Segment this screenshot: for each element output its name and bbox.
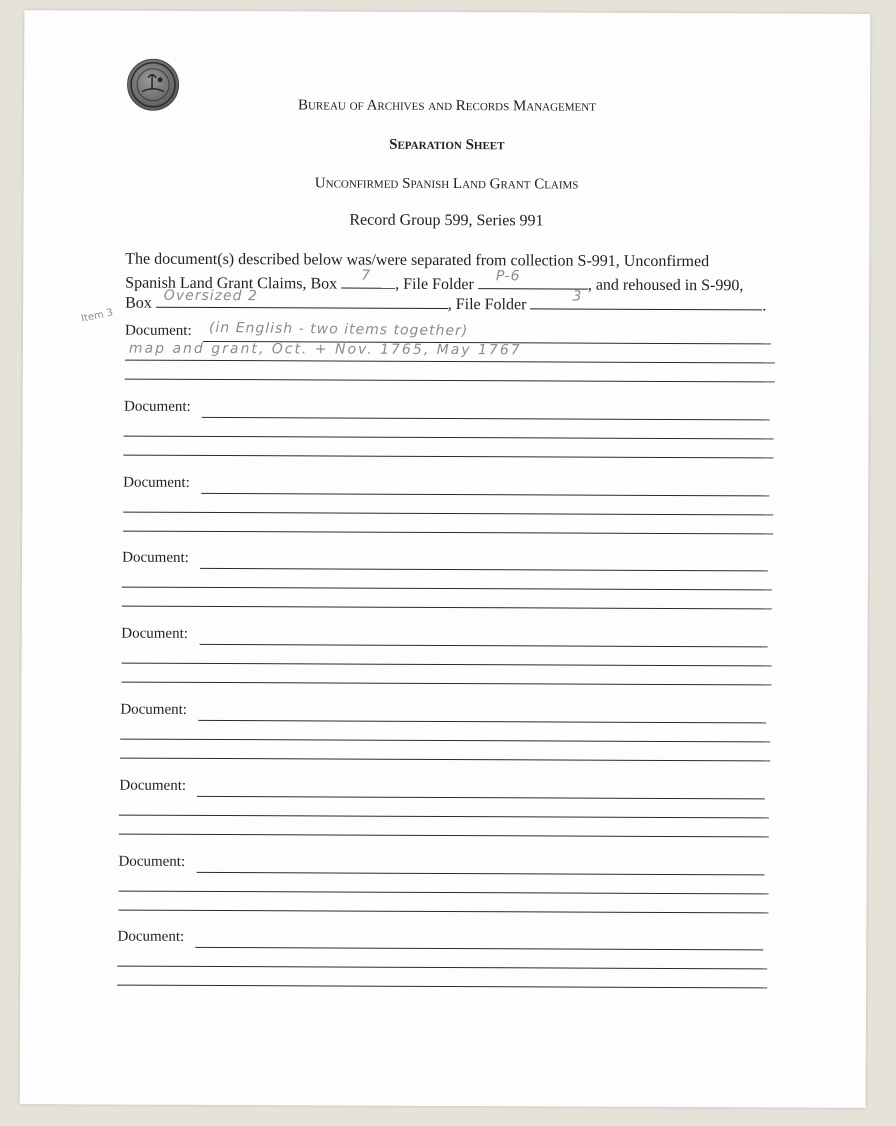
document-line-3[interactable] bbox=[118, 909, 768, 913]
statement-box-label: Spanish Land Grant Claims, Box bbox=[125, 274, 338, 293]
document-entry bbox=[20, 929, 866, 993]
document-line-2[interactable] bbox=[124, 435, 774, 439]
document-label: Document: bbox=[118, 853, 186, 870]
document-entry bbox=[22, 550, 868, 614]
sheet-title: Separation Sheet bbox=[389, 136, 505, 154]
document-line-1[interactable] bbox=[195, 947, 763, 950]
document-line-1[interactable] bbox=[202, 417, 770, 420]
document-entry bbox=[22, 398, 868, 462]
agency-name: Bureau of Archives and Records Management bbox=[297, 97, 597, 115]
document-line-3[interactable] bbox=[119, 833, 769, 837]
record-group: Record Group 599, Series 991 bbox=[349, 211, 544, 230]
document-entry bbox=[21, 625, 867, 689]
document-line-2[interactable] bbox=[125, 360, 775, 364]
folder-field-value: P-6 bbox=[495, 268, 521, 285]
document-label: Document: bbox=[117, 928, 185, 946]
document-line-3[interactable] bbox=[120, 758, 770, 762]
document-line-3[interactable] bbox=[121, 682, 771, 686]
separation-sheet bbox=[20, 10, 871, 1108]
document-line-2[interactable] bbox=[118, 890, 768, 894]
document-line-1[interactable] bbox=[199, 644, 767, 647]
document-label: Document: bbox=[124, 322, 192, 339]
statement-line-3 bbox=[125, 287, 767, 316]
box-field-value: 7 bbox=[361, 267, 372, 284]
document-line-1[interactable] bbox=[198, 720, 766, 723]
document-line-2[interactable] bbox=[121, 663, 771, 667]
document-label: Document: bbox=[119, 777, 187, 794]
document-entry bbox=[21, 701, 867, 765]
statement-rehoused-label: , and rehoused in S-990, bbox=[587, 276, 744, 295]
statement-period: . bbox=[762, 297, 767, 315]
box-field[interactable] bbox=[341, 267, 395, 289]
folder-field[interactable] bbox=[478, 268, 588, 289]
document-label: Document: bbox=[124, 398, 191, 415]
new-box-field[interactable] bbox=[156, 287, 448, 309]
collection-name: Unconfirmed Spanish Land Grant Claims bbox=[314, 175, 579, 193]
document-line-2[interactable] bbox=[122, 587, 772, 591]
document-line-3[interactable] bbox=[125, 379, 775, 383]
document-entry bbox=[21, 777, 867, 841]
document-line-3[interactable] bbox=[122, 606, 772, 610]
separation-statement bbox=[125, 250, 785, 315]
document-label: Document: bbox=[122, 549, 189, 567]
document-label: Document: bbox=[123, 474, 190, 491]
statement-line-1: The document(s) described below was/were separated from collection S-991, Unconfirmed bbox=[125, 250, 710, 271]
new-folder-field[interactable] bbox=[530, 288, 762, 310]
new-box-field-value: Oversized 2 bbox=[163, 287, 258, 305]
document-line-2[interactable] bbox=[119, 814, 769, 818]
document-label: Document: bbox=[121, 625, 188, 643]
statement-new-folder-label: , File Folder bbox=[447, 296, 527, 314]
document-label: Document: bbox=[120, 701, 188, 718]
statement-new-box-label: Box bbox=[125, 294, 152, 312]
document-line-2[interactable] bbox=[120, 739, 770, 743]
document-line-1[interactable] bbox=[196, 872, 764, 875]
document-line-3[interactable] bbox=[117, 985, 767, 989]
document-handwriting-1: (in English - two items together) bbox=[208, 319, 469, 340]
document-entry bbox=[20, 853, 866, 917]
document-entry bbox=[22, 474, 868, 538]
document-line-2[interactable] bbox=[123, 511, 773, 515]
document-line-3[interactable] bbox=[124, 454, 774, 458]
statement-folder-label: , File Folder bbox=[395, 275, 474, 294]
document-line-1[interactable] bbox=[201, 493, 769, 496]
new-folder-field-value: 3 bbox=[572, 288, 583, 305]
document-line-1[interactable] bbox=[200, 568, 768, 571]
margin-note: Item 3 bbox=[80, 307, 115, 325]
document-line-2[interactable] bbox=[117, 966, 767, 970]
document-handwriting-2: map and grant, Oct. + Nov. 1765, May 1767 bbox=[128, 340, 522, 359]
document-line-1[interactable] bbox=[197, 796, 765, 799]
document-line-3[interactable] bbox=[123, 530, 773, 534]
document-entry bbox=[23, 319, 869, 386]
